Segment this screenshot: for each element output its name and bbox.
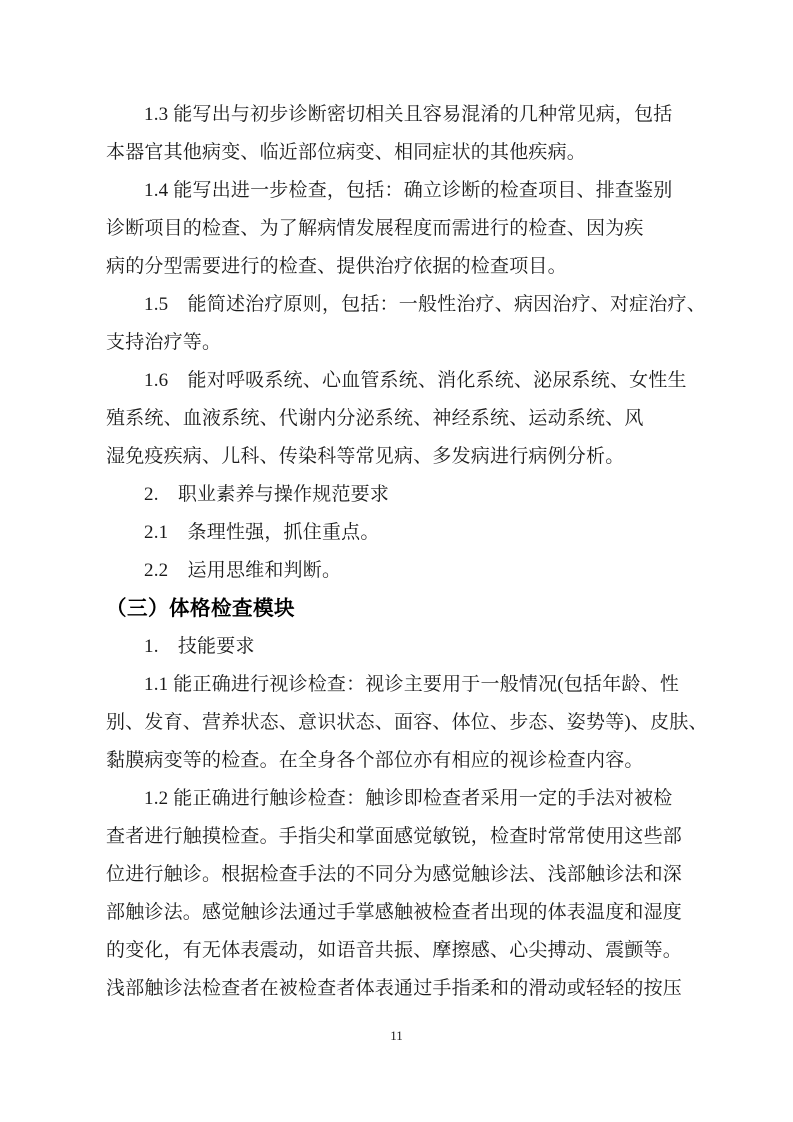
document-body (106, 96, 708, 1008)
para-1-2-line-2: 查者进行触摸检查。手指尖和掌面感觉敏锐，检查时常常使用这些部 (106, 826, 683, 847)
para-2-line-1: 2. 职业素养与操作规范要求 (144, 484, 390, 505)
para-1-3-line-1: 1.3 能写出与初步诊断密切相关且容易混淆的几种常见病，包括 (144, 104, 673, 125)
para-1-1-line-2: 别、发育、营养状态、意识状态、面容、体位、步态、姿势等)、皮肤、 (106, 712, 708, 733)
para-2-1-line-1: 2.1 条理性强，抓住重点。 (144, 522, 380, 543)
para-1-5-line-2: 支持治疗等。 (106, 332, 222, 353)
para-1-2-line-5: 的变化，有无体表震动，如语音共振、摩擦感、心尖搏动、震颤等。 (106, 940, 683, 961)
para-1-4-line-1: 1.4 能写出进一步检查，包括：确立诊断的检查项目、排查鉴别 (144, 180, 673, 201)
para-1-5-line-1: 1.5 能简述治疗原则，包括：一般性治疗、病因治疗、对症治疗、 (144, 294, 706, 315)
para-1-6-line-2: 殖系统、血液系统、代谢内分泌系统、神经系统、运动系统、风 (106, 408, 644, 429)
para-1-1-line-3: 黏膜病变等的检查。在全身各个部位亦有相应的视诊检查内容。 (106, 750, 644, 771)
para-1-4-line-2: 诊断项目的检查、为了解病情发展程度而需进行的检查、因为疾 (106, 218, 644, 239)
para-1-6-line-3: 湿免疫疾病、儿科、传染科等常见病、多发病进行病例分析。 (106, 446, 625, 467)
para-1-6-line-1: 1.6 能对呼吸系统、心血管系统、消化系统、泌尿系统、女性生 (144, 370, 687, 391)
para-skill-req-line-1: 1. 技能要求 (144, 636, 255, 657)
para-1-2-line-6: 浅部触诊法检查者在被检查者体表通过手指柔和的滑动或轻轻的按压 (106, 978, 683, 999)
para-1-1-line-1: 1.1 能正确进行视诊检查：视诊主要用于一般情况(包括年龄、性 (144, 674, 680, 695)
section-heading-physical-exam-module: （三）体格检查模块 (106, 597, 295, 620)
para-1-2-line-1: 1.2 能正确进行触诊检查：触诊即检查者采用一定的手法对被检 (144, 788, 673, 809)
para-2-2-line-1: 2.2 运用思维和判断。 (144, 560, 342, 581)
para-1-2-line-4: 部触诊法。感觉触诊法通过手掌感触被检查者出现的体表温度和湿度 (106, 902, 683, 923)
page-number: 11 (390, 1028, 403, 1043)
para-1-2-line-3: 位进行触诊。根据检查手法的不同分为感觉触诊法、浅部触诊法和深 (106, 864, 683, 885)
para-1-3-line-2: 本器官其他病变、临近部位病变、相同症状的其他疾病。 (106, 142, 587, 163)
para-1-4-line-3: 病的分型需要进行的检查、提供治疗依据的检查项目。 (106, 256, 567, 277)
